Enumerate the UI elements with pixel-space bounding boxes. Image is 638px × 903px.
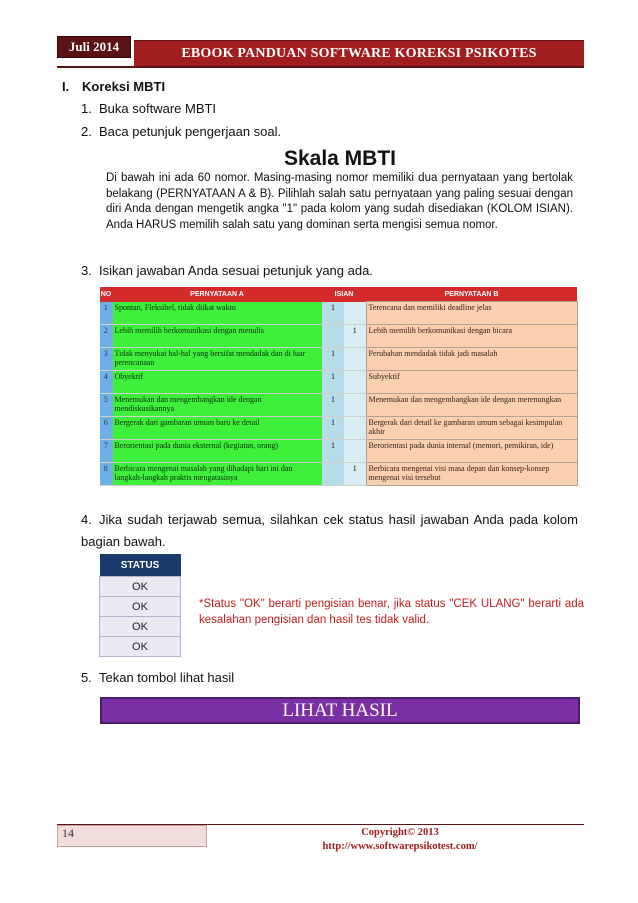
isian-b-cell[interactable]: 1 — [344, 325, 366, 348]
statement-a: Lebih memilih berkomunikasi dengan menulis — [112, 325, 322, 348]
step-2 — [81, 124, 281, 139]
isian-b-cell[interactable]: 1 — [344, 463, 366, 486]
section-title: Koreksi MBTI — [82, 79, 166, 94]
step-text: Buka software MBTI — [99, 101, 217, 116]
status-table — [99, 554, 181, 657]
row-number: 6 — [100, 417, 112, 440]
step-1 — [81, 101, 216, 116]
isian-a-cell[interactable]: 1 — [322, 371, 344, 394]
statement-a: Obyektif — [112, 371, 322, 394]
step-4 — [81, 509, 578, 553]
status-value: OK — [100, 617, 181, 637]
statement-b: Bergerak dari detail ke gambaran umum sebagai kesimpulan akhir — [366, 417, 577, 440]
statement-b: Berbicara mengenai visi masa depan dan konsep-konsep mengenai visi tersebut — [366, 463, 577, 486]
row-number: 2 — [100, 325, 112, 348]
row-number: 4 — [100, 371, 112, 394]
header-date: Juli 2014 — [57, 36, 131, 58]
status-value: OK — [100, 597, 181, 617]
header-isian: ISIAN — [322, 287, 366, 302]
step-number: 1. — [81, 101, 92, 116]
isian-a-cell[interactable]: 1 — [322, 348, 344, 371]
header-pernyataan-b: PERNYATAAN B — [366, 287, 577, 302]
isian-b-cell[interactable] — [344, 348, 366, 371]
lihat-hasil-button[interactable]: LIHAT HASIL — [100, 697, 580, 724]
statement-a: Berbicara mengenai masalah yang dihadapi hari ini dan langkah-langkah praktis mengatasinya — [112, 463, 322, 486]
skala-title: Skala MBTI — [283, 147, 397, 170]
step-5 — [81, 670, 234, 685]
header-title: EBOOK PANDUAN SOFTWARE KOREKSI PSIKOTES — [134, 40, 584, 66]
mbti-table — [100, 287, 578, 486]
page-number: 14 — [57, 825, 207, 847]
status-value: OK — [100, 577, 181, 597]
statement-a: Menemukan dan mengembangkan ide dengan mendiskusikannya — [112, 394, 322, 417]
step-text: Jika sudah terjawab semua, silahkan cek status hasil jawaban Anda pada kolom bagian bawah. — [81, 512, 578, 549]
isian-a-cell[interactable]: 1 — [322, 302, 344, 325]
statement-b: Terencana dan memiliki deadline jelas — [366, 302, 577, 325]
isian-a-cell[interactable] — [322, 325, 344, 348]
status-note: *Status "OK" berarti pengisian benar, jika status "CEK ULANG" berarti ada kesalahan pengisian dan hasil tes tidak valid. — [199, 598, 584, 626]
skala-description: Di bawah ini ada 60 nomor. Masing-masing nomor memiliki dua pernyataan yang bertolak belakang (PERNYATAAN A & B). Pilihlah salah satu pernyataan yang paling sesuai dengan diri Anda dengan mengetik angka "1" pada kolom yang sudah disediakan (KOLOM ISIAN). Anda HARUS memilih salah satu yang dominan serta mengisi semua nomor. — [106, 172, 573, 231]
statement-b: Lebih memilih berkomunikasi dengan bicara — [366, 325, 577, 348]
header-no: NO — [100, 287, 112, 302]
isian-b-cell[interactable] — [344, 394, 366, 417]
statement-a: Berorientasi pada dunia eksternal (kegiatan, orang) — [112, 440, 322, 463]
table-row — [100, 394, 577, 417]
copyright-text: Copyright© 2013 — [361, 827, 439, 838]
isian-a-cell[interactable]: 1 — [322, 417, 344, 440]
isian-b-cell[interactable] — [344, 302, 366, 325]
isian-b-cell[interactable] — [344, 371, 366, 394]
step-number: 5. — [81, 670, 92, 685]
section-number: I. — [62, 79, 70, 94]
isian-b-cell[interactable] — [344, 417, 366, 440]
status-header: STATUS — [100, 554, 181, 577]
header-pernyataan-a: PERNYATAAN A — [112, 287, 322, 302]
section-heading — [62, 79, 165, 94]
statement-a: Tidak menyukai hal-hal yang bersifat mendadak dan di luar perencanaan — [112, 348, 322, 371]
step-text: Tekan tombol lihat hasil — [99, 670, 235, 685]
row-number: 8 — [100, 463, 112, 486]
table-header-row — [100, 287, 577, 302]
footer-url: http://www.softwarepsikotest.com/ — [322, 841, 478, 852]
footer-copyright — [290, 826, 510, 854]
step-text: Baca petunjuk pengerjaan soal. — [99, 124, 282, 139]
row-number: 5 — [100, 394, 112, 417]
step-3 — [81, 263, 373, 278]
table-row — [100, 348, 577, 371]
header-divider — [57, 66, 584, 68]
step-number: 4. — [81, 512, 92, 527]
statement-b: Berorientasi pada dunia internal (memori, pemikiran, ide) — [366, 440, 577, 463]
table-row — [100, 302, 577, 325]
table-row — [100, 417, 577, 440]
isian-a-cell[interactable]: 1 — [322, 394, 344, 417]
statement-b: Perubahan mendadak tidak jadi masalah — [366, 348, 577, 371]
table-row — [100, 440, 577, 463]
step-number: 2. — [81, 124, 92, 139]
statement-a: Spontan, Fleksibel, tidak diikat waktu — [112, 302, 322, 325]
step-text: Isikan jawaban Anda sesuai petunjuk yang ada. — [99, 263, 373, 278]
table-row — [100, 463, 577, 486]
isian-a-cell[interactable]: 1 — [322, 440, 344, 463]
statement-b: Subyektif — [366, 371, 577, 394]
status-value: OK — [100, 637, 181, 657]
row-number: 1 — [100, 302, 112, 325]
table-row — [100, 371, 577, 394]
statement-b: Menemukan dan mengembangkan ide dengan merenungkan — [366, 394, 577, 417]
table-row — [100, 325, 577, 348]
isian-b-cell[interactable] — [344, 440, 366, 463]
row-number: 7 — [100, 440, 112, 463]
isian-a-cell[interactable] — [322, 463, 344, 486]
statement-a: Bergerak dari gambaran umum baru ke detail — [112, 417, 322, 440]
row-number: 3 — [100, 348, 112, 371]
step-number: 3. — [81, 263, 92, 278]
